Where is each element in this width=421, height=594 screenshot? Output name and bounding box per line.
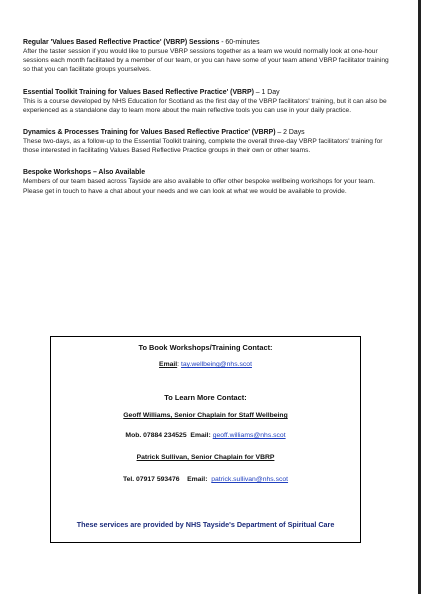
section-regular-sessions xyxy=(23,38,395,75)
person2-email-label: Email: xyxy=(187,476,208,483)
section-title xyxy=(23,88,395,97)
section-title xyxy=(23,168,395,177)
document-body xyxy=(23,38,395,209)
book-email-link[interactable]: tay.wellbeing@nhs.scot xyxy=(180,361,252,368)
book-email-line xyxy=(51,361,360,368)
contact-box xyxy=(50,336,361,543)
learn-heading: To Learn More Contact: xyxy=(164,393,247,402)
section-title xyxy=(23,38,395,47)
person2-email-link[interactable]: patrick.sullivan@nhs.scot xyxy=(211,476,289,483)
section-title-duration: – 1 Day xyxy=(253,88,280,96)
section-essential-toolkit xyxy=(23,88,395,115)
section-bespoke-workshops xyxy=(23,168,395,195)
section-title-bold: Dynamics & Processes Training for Values Based Reflective Practice' (VBRP) xyxy=(23,129,276,137)
book-heading: To Book Workshops/Training Contact: xyxy=(138,343,273,352)
person1-name: Geoff Williams, Senior Chaplain for Staff Wellbeing xyxy=(123,412,288,419)
person2-name: Patrick Sullivan, Senior Chaplain for VBRP xyxy=(136,454,275,461)
section-title-bold: Bespoke Workshops – Also Available xyxy=(23,169,146,177)
person1-contact-line xyxy=(51,432,360,439)
footer-note: These services are provided by NHS Tayside's Department of Spiritual Care xyxy=(76,520,335,529)
section-title-duration: – 2 Days xyxy=(275,129,305,137)
person2-contact-line xyxy=(51,476,360,483)
section-title xyxy=(23,128,395,137)
section-body: After the taster session if you would like to pursue VBRP sessions together as a team we would normally look at one-hour sessions each month facilitated by a member of our team, or you can have some of your team attend VBRP facilitator training so that you can facilitate groups yourselves. xyxy=(23,48,389,74)
person1-email-link[interactable]: geoff.williams@nhs.scot xyxy=(212,432,286,439)
email-label: Email xyxy=(159,361,178,368)
section-title-bold: Regular 'Values Based Reflective Practice' (VBRP) Sessions xyxy=(23,39,220,46)
section-title-bold: Essential Toolkit Training for Values Based Reflective Practice' (VBRP) xyxy=(23,88,254,96)
section-dynamics-processes xyxy=(23,128,395,155)
person1-email-label: Email: xyxy=(190,432,211,439)
section-body: This is a course developed by NHS Education for Scotland as the first day of the VBRP facilitators' training, but it can also be experienced as a standalone day to learn more about the main reflective tools you can use in your daily practice. xyxy=(23,97,387,114)
person1-mobile: Mob. 07884 234525 xyxy=(125,432,187,439)
person2-telephone: Tel. 07917 593476 xyxy=(122,476,180,483)
section-body: These two-days, as a follow-up to the Essential Toolkit training, complete the overall three-day VBRP facilitators' training for those interested in facilitating Values Based Reflective Practice groups in their own or other teams. xyxy=(23,138,383,155)
section-body: Members of our team based across Tayside are also available to offer other bespoke wellbeing workshops for your team. Please get in touch to have a chat about your needs and we can look at what we would be available to provide. xyxy=(23,178,375,195)
email-separator: : xyxy=(177,361,181,368)
section-title-duration: - 60-minutes xyxy=(219,39,260,46)
